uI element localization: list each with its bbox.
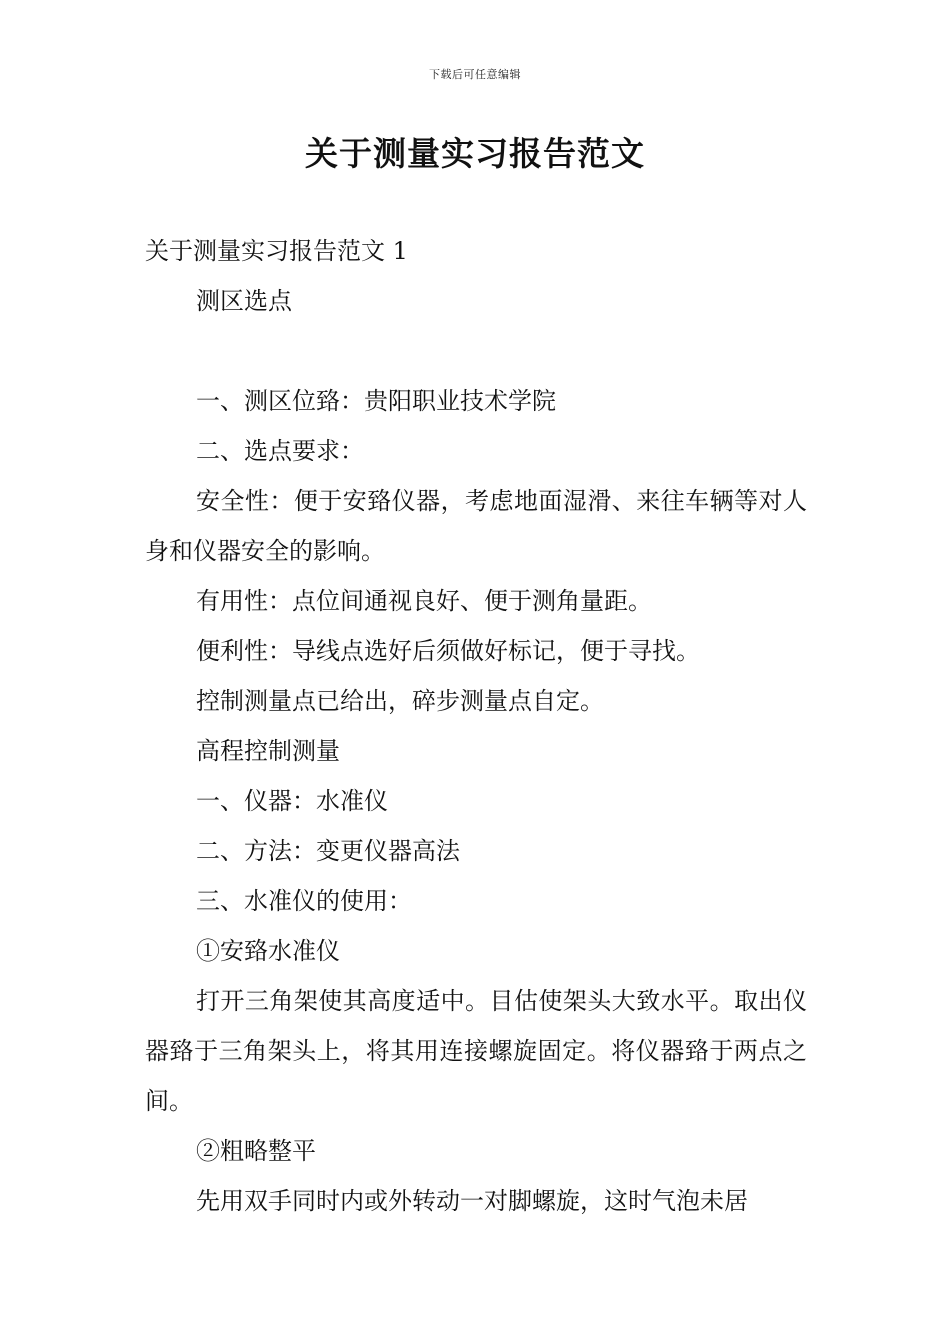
paragraph: 安全性：便于安臵仪器，考虑地面湿滑、来往车辆等对人身和仪器安全的影响。 [145, 487, 807, 565]
paragraph: 高程控制测量 [196, 737, 340, 765]
paragraph: ①安臵水准仪 [196, 937, 340, 965]
paragraph: 测区选点 [196, 287, 292, 315]
document-body [145, 226, 807, 1226]
paragraph: 控制测量点已给出，碎步测量点自定。 [196, 687, 604, 715]
paragraph: 打开三角架使其高度适中。目估使架头大致水平。取出仪器臵于三角架头上，将其用连接螺旋固定。将仪器臵于两点之间。 [145, 987, 807, 1115]
paragraph: 二、方法：变更仪器高法 [196, 837, 460, 865]
paragraph: 便利性：导线点选好后须做好标记，便于寻找。 [196, 637, 700, 665]
paragraph: 有用性：点位间通视良好、便于测角量距。 [196, 587, 652, 615]
document-title: 关于测量实习报告范文 [305, 134, 645, 173]
paragraph: 一、测区位臵：贵阳职业技术学院 [196, 387, 556, 415]
paragraph: ②粗略整平 [196, 1137, 316, 1165]
header-note: 下载后可任意编辑 [429, 68, 521, 81]
paragraph: 先用双手同时内或外转动一对脚螺旋，这时气泡未居 [196, 1187, 748, 1215]
section-heading: 关于测量实习报告范文 1 [145, 237, 408, 265]
paragraph: 二、选点要求： [196, 437, 364, 465]
paragraph: 一、仪器：水准仪 [196, 787, 388, 815]
paragraph: 三、水准仪的使用： [196, 887, 412, 915]
